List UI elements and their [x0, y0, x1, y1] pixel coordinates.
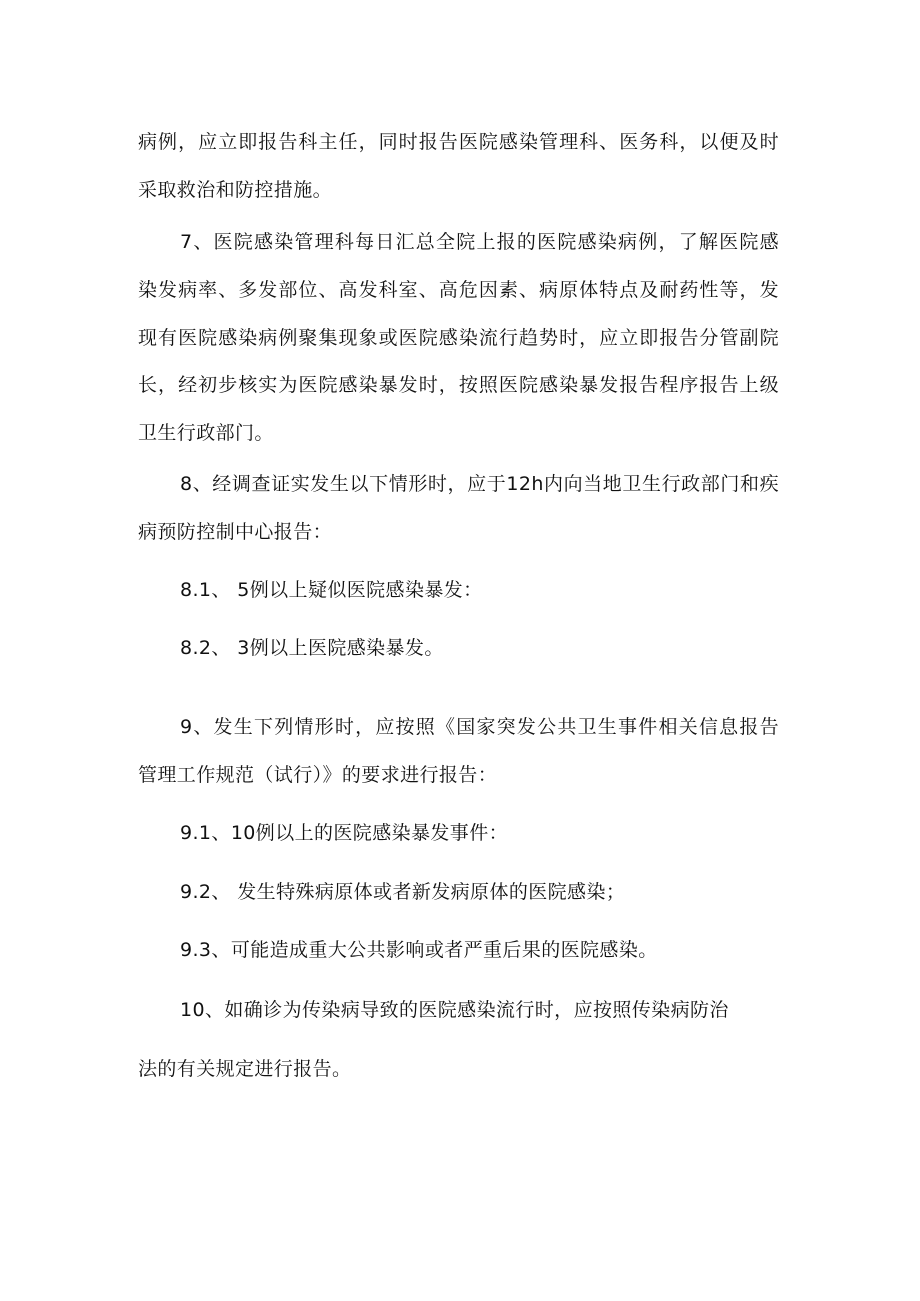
p7-line-3: 现有医院感染病例聚集现象或医院感染流行趋势时，应立即报告分管副院 [138, 327, 779, 349]
p7-line-2: 染发病率、多发部位、高发科室、高危因素、病原体特点及耐药性等，发 [138, 279, 779, 301]
p7-line-5: 卫生行政部门。 [138, 422, 274, 444]
p8-line-1: 8、经调查证实发生以下情形时，应于12h内向当地卫生行政部门和疾 [180, 473, 779, 495]
p8-2-line: 8.2、 3例以上医院感染暴发。 [180, 637, 444, 659]
p10-line-1: 10、如确诊为传染病导致的医院感染流行时，应按照传染病防治 [180, 999, 729, 1021]
p9-3-line: 9.3、可能造成重大公共影响或者严重后果的医院感染。 [180, 939, 658, 961]
p8-line-2: 病预防控制中心报告： [138, 521, 333, 543]
p9-line-1: 9、发生下列情形时，应按照《国家突发公共卫生事件相关信息报告 [180, 716, 779, 738]
p9-1-line: 9.1、10例以上的医院感染暴发事件： [180, 822, 508, 844]
p10-line-2: 法的有关规定进行报告。 [138, 1058, 352, 1080]
p8-1-line: 8.1、 5例以上疑似医院感染暴发： [180, 579, 483, 601]
p7-line-4: 长，经初步核实为医院感染暴发时，按照医院感染暴发报告程序报告上级 [138, 374, 779, 396]
p6-line-2: 采取救治和防控措施。 [138, 179, 333, 201]
p6-line-1: 病例，应立即报告科主任，同时报告医院感染管理科、医务科，以便及时 [138, 131, 779, 153]
p9-2-line: 9.2、 发生特殊病原体或者新发病原体的医院感染； [180, 881, 626, 903]
p7-line-1: 7、医院感染管理科每日汇总全院上报的医院感染病例，了解医院感 [180, 231, 779, 253]
p9-line-2: 管理工作规范（试行）》的要求进行报告： [138, 764, 498, 786]
